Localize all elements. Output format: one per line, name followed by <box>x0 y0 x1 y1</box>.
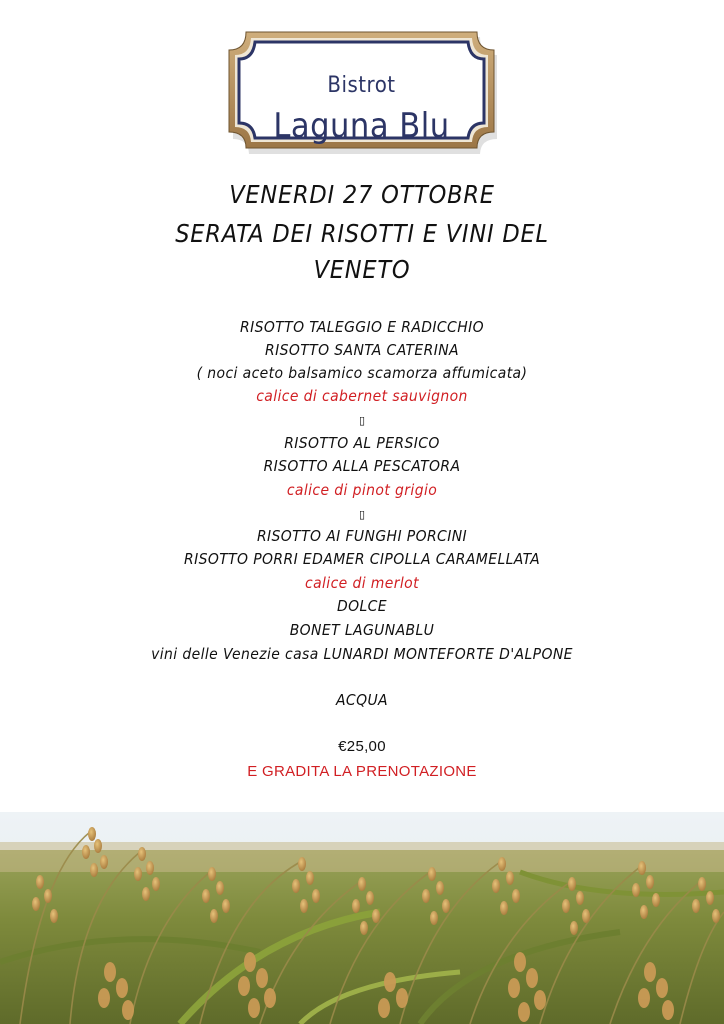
price: €25,00 <box>338 738 386 755</box>
dessert-item: BONET LAGUNABLU <box>289 621 435 639</box>
event-title-cont: VENETO <box>313 255 411 284</box>
event-date: VENERDI 27 OTTOBRE <box>229 180 495 209</box>
wine-pairing: calice di pinot grigio <box>286 481 438 499</box>
wine-pairing: calice di cabernet sauvignon <box>256 387 468 405</box>
event-title: SERATA DEI RISOTTI E VINI DEL <box>175 219 549 248</box>
wines-note: vini delle Venezie casa LUNARDI MONTEFORTE D'ALPONE <box>151 645 573 663</box>
rice-field-image <box>0 812 724 1024</box>
menu-item: RISOTTO TALEGGIO E RADICCHIO <box>240 318 484 336</box>
menu-item: RISOTTO SANTA CATERINA <box>265 341 459 359</box>
water-item: ACQUA <box>336 691 388 709</box>
wine-pairing: calice di merlot <box>305 574 419 592</box>
separator-icon: ▯ <box>358 508 366 521</box>
menu-item: RISOTTO PORRI EDAMER CIPOLLA CARAMELLATA <box>183 550 541 568</box>
menu-item: RISOTTO ALLA PESCATORA <box>263 457 461 475</box>
menu-item: RISOTTO AL PERSICO <box>284 434 440 452</box>
logo-bistrot: Bistrot <box>327 73 396 98</box>
dessert-label: DOLCE <box>336 597 388 615</box>
menu-item-note: ( noci aceto balsamico scamorza affumicata) <box>196 364 528 382</box>
separator-icon: ▯ <box>358 414 366 427</box>
logo-laguna-blu: Laguna Blu <box>273 106 450 146</box>
reservation-note: E GRADITA LA PRENOTAZIONE <box>247 763 477 780</box>
logo <box>224 26 499 154</box>
menu-item: RISOTTO AI FUNGHI PORCINI <box>256 527 468 545</box>
